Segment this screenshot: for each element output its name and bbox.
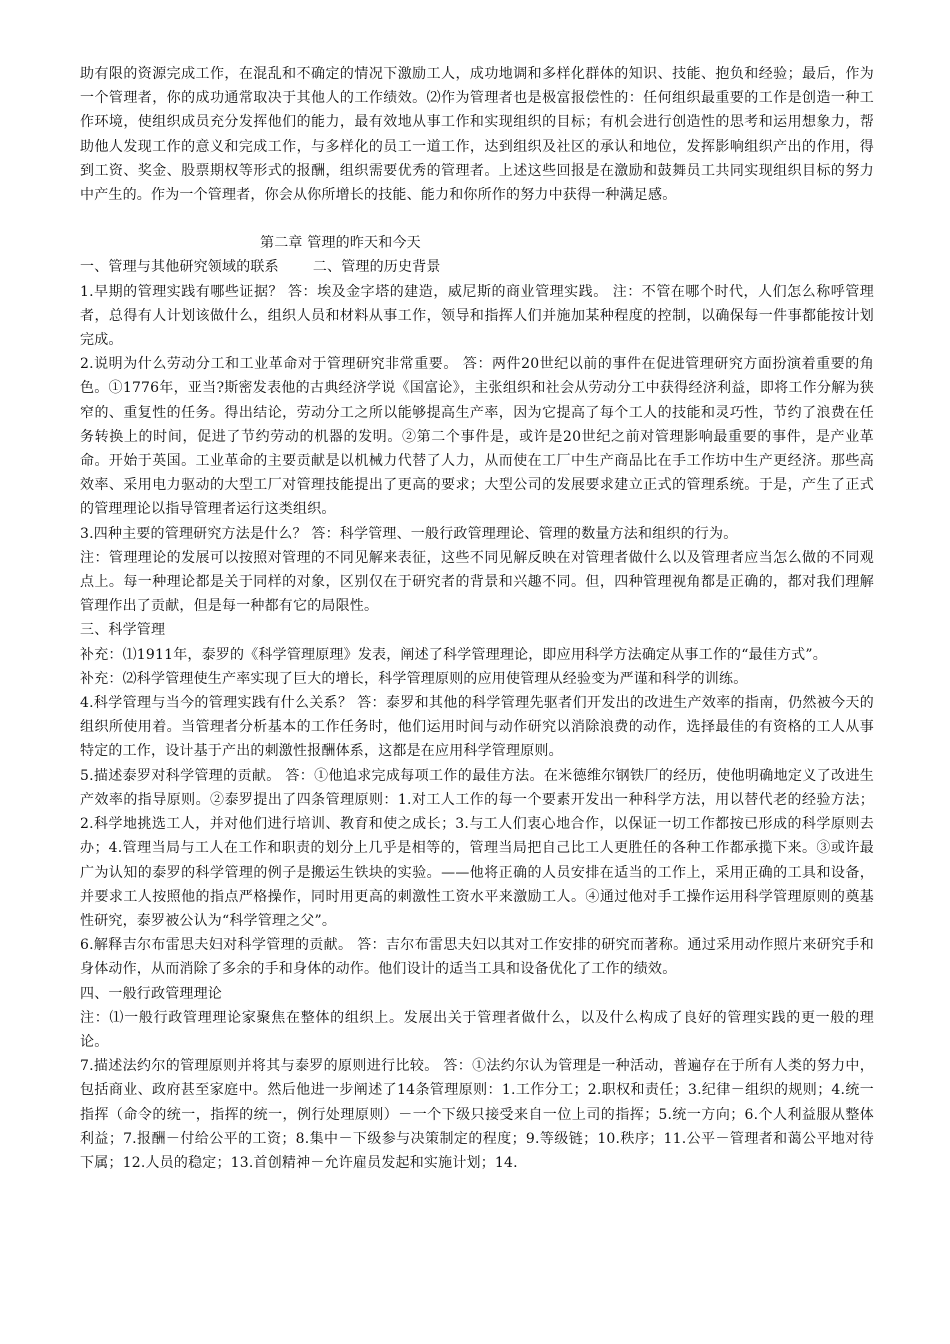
section-headings-row: [80, 255, 874, 279]
chapter-title: 第二章 管理的昨天和今天: [260, 235, 421, 252]
section-heading-1: 一、管理与其他研究领域的联系: [80, 259, 279, 276]
question-5: 5.描述泰罗对科学管理的贡献。 答：①他追求完成每项工作的最佳方法。在米德维尔钢铁厂的经历，使他明确地定义了改进生产效率的指导原则。②泰罗提出了四条管理原则：1.对工人工作的每一个要素开发出一种科学方法，用以替代老的经验方法；2.科学地挑选工人，并对他们进行培训、教育和使之成长；3.与工人们衷心地合作，以保证一切工作都按已形成的科学原则去办；4.管理当局与工人在工作和职责的划分上几乎是相等的，管理当局把自己比工人更胜任的各种工作都承揽下来。③或许最广为认知的泰罗的科学管理的例子是搬运生铁块的实验。——他将正确的人员安排在适当的工作上，采用正确的工具和设备，并要求工人按照他的指点严格操作，同时用更高的刺激性工资水平来激励工人。④通过他对手工操作运用科学管理原则的奠基性研究，泰罗被公认为“科学管理之父”。: [80, 767, 874, 929]
question-2: 2.说明为什么劳动分工和工业革命对于管理研究非常重要。 答：两件20世纪以前的事件在促进管理研究方面扮演着重要的角色。①1776年，亚当?斯密发表他的古典经济学说《国富论》，主张组织和社会从劳动分工中获得经济利益，即将工作分解为狭窄的、重复性的任务。得出结论，劳动分工之所以能够提高生产率，因为它提高了每个工人的技能和灵巧性，节约了浪费在任务转换上的时间，促进了节约劳动的机器的发明。②第二个事件是，或许是20世纪之前对管理影响最重要的事件，是产业革命。开始于英国。工业革命的主要贡献是以机械力代替了人力，从而使在工厂中生产商品比在手工作坊中生产更经济。那些高效率、采用电力驱动的大型工厂对管理技能提出了更高的要求；大型公司的发展要求建立正式的管理系统。于是，产生了正式的管理理论以指导管理者运行这类组织。: [80, 356, 874, 518]
section-heading-3: 三、科学管理: [80, 622, 166, 639]
question-4: 4.科学管理与当今的管理实践有什么关系？ 答：泰罗和其他的科学管理先驱者们开发出的改进生产效率的指南，仍然被今天的组织所使用着。当管理者分析基本的工作任务时，他们运用时间与动作研究以消除浪费的动作，选择最佳的有资格的工人从事特定的工作，设计基于产出的刺激性报酬体系，这都是在应用科学管理原则。: [80, 695, 874, 760]
section-heading-4: 四、一般行政管理理论: [80, 985, 222, 1002]
document-page: [80, 62, 874, 1175]
section-heading-2: 二、管理的历史背景: [312, 259, 441, 276]
question-3: 3.四种主要的管理研究方法是什么？ 答：科学管理、一般行政管理理论、管理的数量方法和组织的行为。: [80, 525, 738, 542]
question-7: 7.描述法约尔的管理原则并将其与泰罗的原则进行比较。 答：①法约尔认为管理是一种活动，普遍存在于所有人类的努力中，包括商业、政府甚至家庭中。然后他进一步阐述了14条管理原则：1.工作分工；2.职权和责任；3.纪律－组织的规则；4.统一指挥（命令的统一，指挥的统一，例行处理原则）－一个下级只接受来自一位上司的指挥；5.统一方向；6.个人利益服从整体利益；7.报酬－付给公平的工资；8.集中－下级参与决策制定的程度；9.等级链；10.秩序；11.公平－管理者和蔼公平地对待下属；12.人员的稳定；13.首创精神－允许雇员发起和实施计划；14.: [80, 1058, 874, 1171]
intro-paragraph: 助有限的资源完成工作，在混乱和不确定的情况下激励工人，成功地调和多样化群体的知识、技能、抱负和经验；最后，作为一个管理者，你的成功通常取决于其他人的工作绩效。⑵作为管理者也是极富报偿性的：任何组织最重要的工作是创造一种工作环境，使组织成员充分发挥他们的能力，最有效地从事工作和实现组织的目标；有机会进行创造性的思考和运用想象力，帮助他人发现工作的意义和完成工作，与多样化的员工一道工作，达到组织及社区的承认和地位，发挥影响组织产出的作用，得到工资、奖金、股票期权等形式的报酬，组织需要优秀的管理者。上述这些回报是在激励和鼓舞员工共同实现组织目标的努力中产生的。作为一个管理者，你会从你所增长的技能、能力和你所作的努力中获得一种满足感。: [80, 66, 874, 204]
question-3-note: 注：管理理论的发展可以按照对管理的不同见解来表征，这些不同见解反映在对管理者做什么以及管理者应当怎么做的不同观点上。每一种理论都是关于同样的对象，区别仅在于研究者的背景和兴趣不同。但，四种管理视角都是正确的，都对我们理解管理作出了贡献，但是每一种都有它的局限性。: [80, 549, 874, 615]
supplement-1: 补充：⑴1911年，泰罗的《科学管理原理》发表，阐述了科学管理理论，即应用科学方法确定从事工作的“最佳方式”。: [80, 646, 827, 663]
question-6: 6.解释吉尔布雷思夫妇对科学管理的贡献。 答：吉尔布雷思夫妇以其对工作安排的研究而著称。通过采用动作照片来研究手和身体动作，从而消除了多余的手和身体的动作。他们设计的适当工具和设备优化了工作的绩效。: [80, 937, 874, 978]
supplement-2: 补充：⑵科学管理使生产率实现了巨大的增长，科学管理原则的应用使管理从经验变为严谨和科学的训练。: [80, 670, 748, 687]
question-1: 1.早期的管理实践有哪些证据？ 答：埃及金字塔的建造，威尼斯的商业管理实践。 注：不管在哪个时代，人们怎么称呼管理者，总得有人计划该做什么，组织人员和材料从事工作，领导和指挥人们并施加某种程度的控制，以确保每一件事都能按计划完成。: [80, 283, 874, 349]
admin-theory-note: 注：⑴一般行政管理理论家聚焦在整体的组织上。发展出关于管理者做什么，以及什么构成了良好的管理实践的更一般的理论。: [80, 1009, 874, 1050]
